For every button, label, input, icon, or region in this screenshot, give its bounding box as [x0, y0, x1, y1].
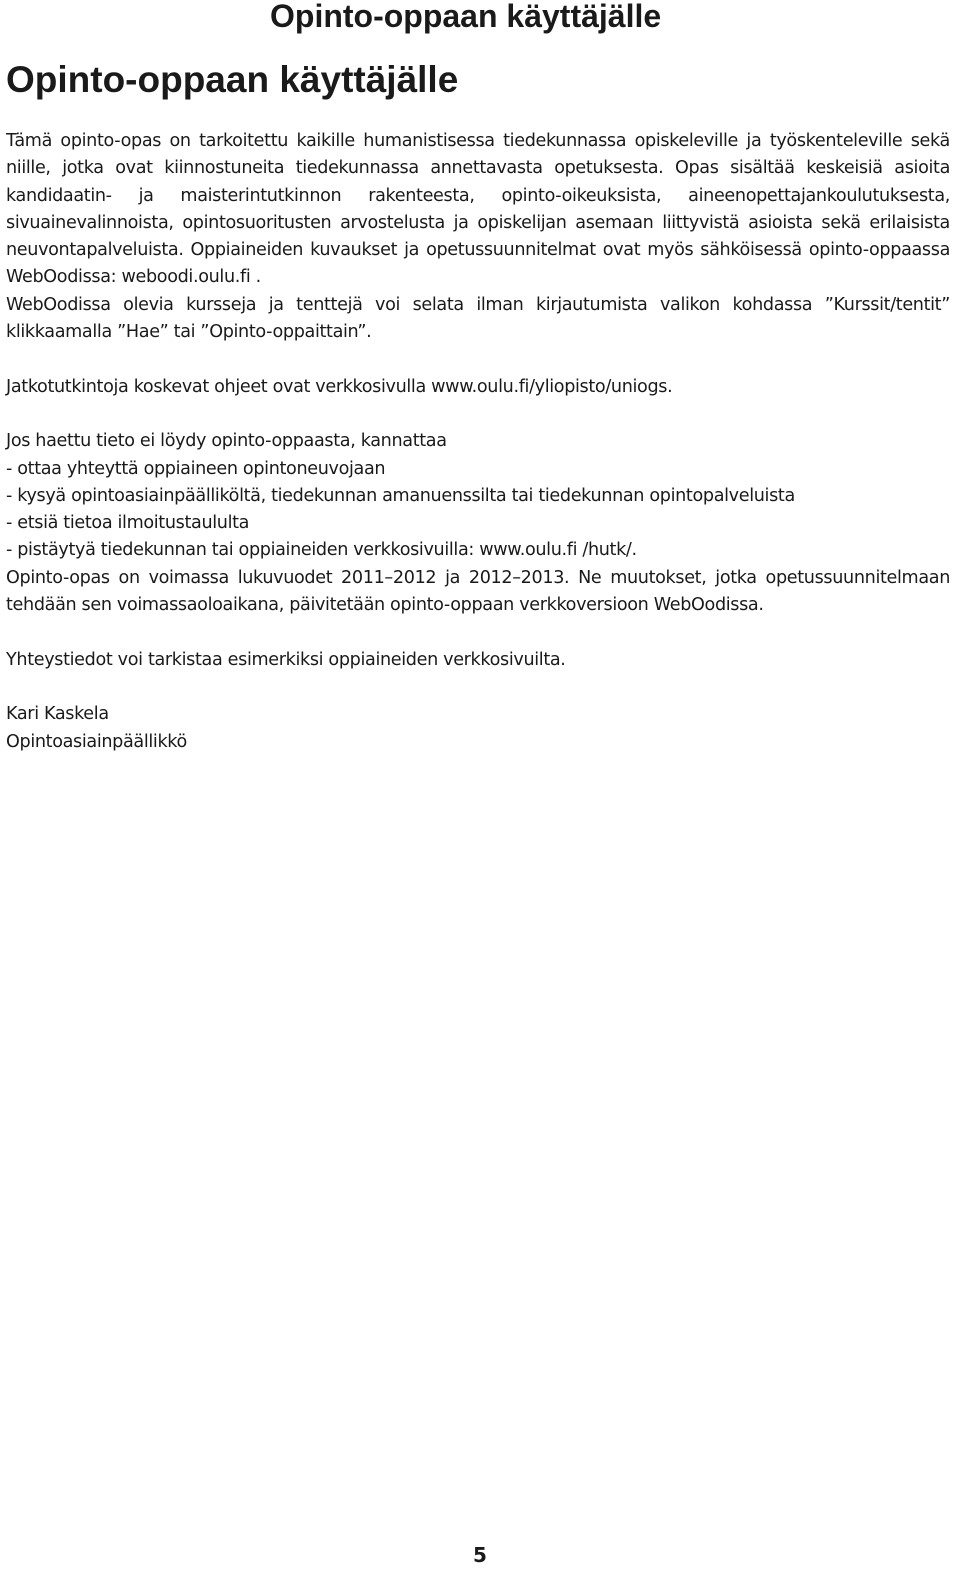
page-title: Opinto-oppaan käyttäjälle [6, 59, 459, 100]
help-list [6, 456, 950, 565]
intro-paragraph: Tämä opinto-opas on tarkoitettu kaikille humanistisessa tiedekunnassa opiskeleville ja työskenteleville sekä niille, jotka ovat kiinnostuneita tiedekunnassa annettavasta opetuksesta. Opas sisältää keskeisiä asioita kandidaatin- ja maisterintutkinnon rakenteesta, opinto-oikeuksista, aineenopettajankoulutuksesta, sivuainevalinnoista, opintosuoritusten arvostelusta ja opiskelijan asemaan liittyvistä asioista sekä erilaisista neuvontapalveluista. Oppiaineiden kuvaukset ja opetussuunnitelmat ovat myös sähköisessä opinto-oppaassa WebOodissa: weboodi.oulu.fi . [6, 131, 950, 288]
help-list-item: - pistäytyä tiedekunnan tai oppiaineiden verkkosivuilla: www.oulu.fi /hutk/. [6, 540, 637, 561]
running-header-title: Opinto-oppaan käyttäjälle [270, 0, 662, 34]
help-list-item: - kysyä opintoasiainpäälliköltä, tiedekunnan amanuenssilta tai tiedekunnan opintopalveluista [6, 485, 795, 506]
validity-paragraph: Opinto-opas on voimassa lukuvuodet 2011–2012 ja 2012–2013. Ne muutokset, jotka opetussuunnitelmaan tehdään sen voimassaoloaikana, päivitetään opinto-oppaan verkkoversioon WebOodissa. [6, 567, 950, 616]
contact-paragraph: Yhteystiedot voi tarkistaa esimerkiksi oppiaineiden verkkosivuilta. [6, 649, 566, 670]
signature-title: Opintoasiainpäällikkö [6, 731, 187, 752]
signature-name: Kari Kaskela [6, 704, 109, 725]
page-number: 5 [473, 1543, 487, 1567]
weboodi-paragraph: WebOodissa olevia kursseja ja tenttejä voi selata ilman kirjautumista valikon kohdassa ”Kurssit/tentit” klikkaamalla ”Hae” tai ”Opinto-oppaittain”. [6, 294, 950, 343]
page-body [6, 128, 950, 756]
postgraduate-paragraph: Jatkotutkintoja koskevat ohjeet ovat verkkosivulla www.oulu.fi/yliopisto/uniogs. [6, 376, 673, 397]
help-intro: Jos haettu tieto ei löydy opinto-oppaasta, kannattaa [6, 431, 447, 452]
help-list-item: - etsiä tietoa ilmoitustaululta [6, 513, 250, 534]
help-list-item: - ottaa yhteyttä oppiaineen opintoneuvojaan [6, 458, 386, 479]
